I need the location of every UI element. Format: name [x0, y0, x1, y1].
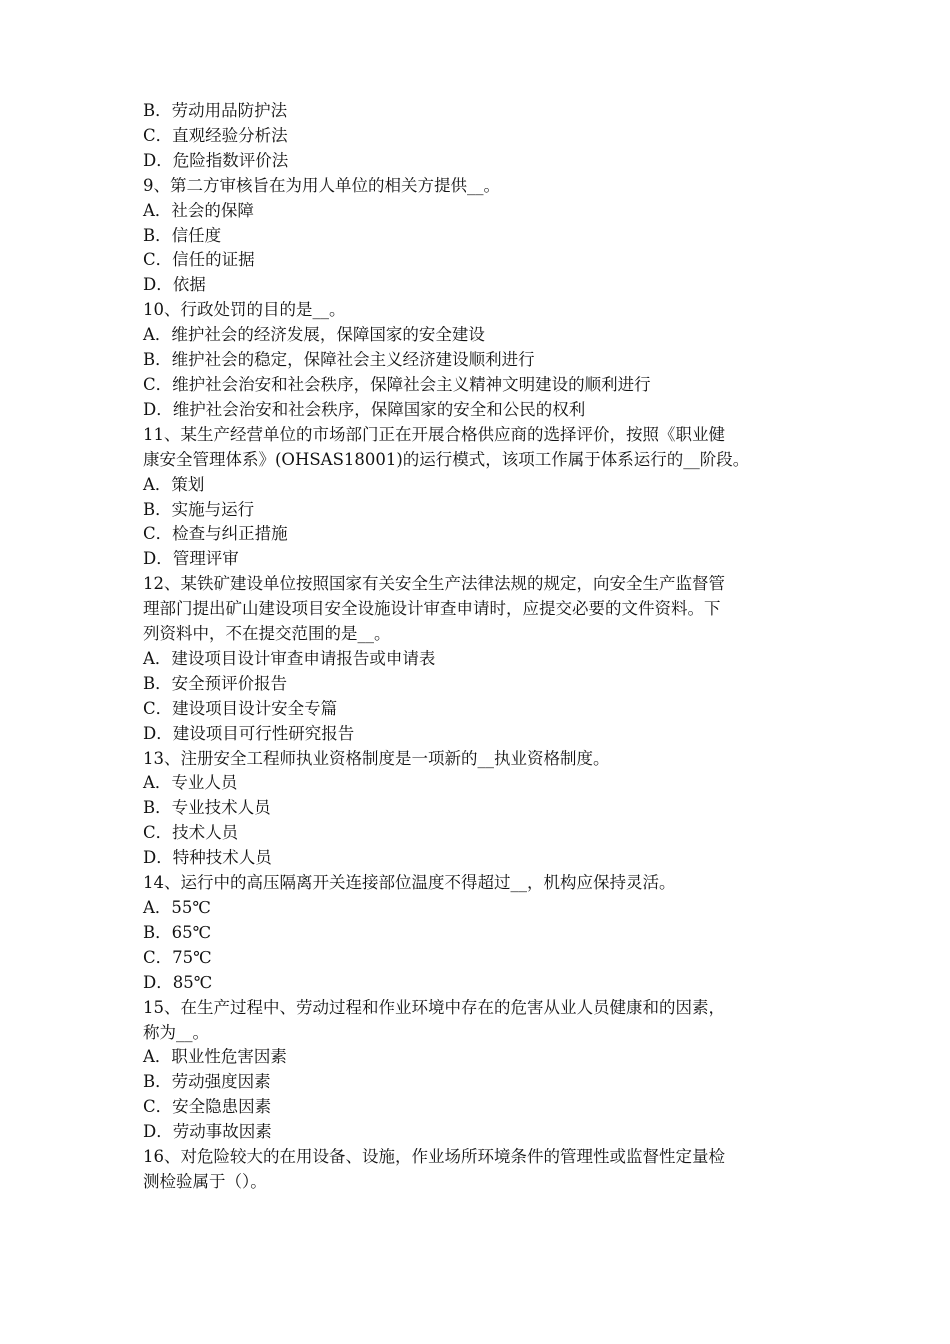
- option-line: C．维护社会治安和社会秩序，保障社会主义精神文明建设的顺利进行: [143, 374, 651, 394]
- question-11: [143, 423, 813, 572]
- question-stem: 13、注册安全工程师执业资格制度是一项新的__执业资格制度。: [143, 748, 610, 768]
- question-10: [143, 298, 813, 423]
- option-line: A．55℃: [143, 898, 211, 917]
- option-line: B．维护社会的稳定，保障社会主义经济建设顺利进行: [143, 350, 535, 370]
- question-16: [143, 1145, 813, 1195]
- option-line: A．策划: [143, 474, 205, 494]
- option-line: B．劳动用品防护法: [143, 101, 288, 120]
- question-13: [143, 747, 813, 872]
- option-line: D．依据: [143, 275, 206, 295]
- question-stem: 称为__。: [143, 1022, 209, 1042]
- option-line: B．实施与运行: [143, 499, 255, 519]
- option-line: B．65℃: [143, 922, 212, 942]
- option-line: D．建设项目可行性研究报告: [143, 723, 355, 743]
- option-line: C．检查与纠正措施: [143, 524, 288, 544]
- option-line: D．维护社会治安和社会秩序，保障国家的安全和公民的权利: [143, 399, 586, 419]
- document-body: [143, 99, 813, 1195]
- question-12: [143, 572, 813, 746]
- option-line: B．劳动强度因素: [143, 1072, 271, 1092]
- option-line: C．建设项目设计安全专篇: [143, 698, 338, 718]
- question-stem: 列资料中，不在提交范围的是__。: [143, 624, 391, 644]
- question-stem: 11、某生产经营单位的市场部门正在开展合格供应商的选择评价，按照《职业健: [143, 424, 725, 444]
- question-15: [143, 996, 813, 1145]
- option-line: A．社会的保障: [143, 200, 254, 220]
- option-line: D．劳动事故因素: [143, 1122, 272, 1142]
- option-line: B．信任度: [143, 225, 222, 245]
- option-line: D．危险指数评价法: [143, 150, 289, 170]
- option-line: D．85℃: [143, 972, 213, 992]
- option-line: A．专业人员: [143, 773, 238, 793]
- option-line: A．维护社会的经济发展，保障国家的安全建设: [143, 325, 485, 345]
- option-line: C．信任的证据: [143, 250, 255, 270]
- option-line: A．建设项目设计审查申请报告或申请表: [143, 648, 436, 668]
- question-stem: 康安全管理体系》(OHSAS18001)的运行模式，该项工作属于体系运行的__阶段。: [143, 449, 750, 469]
- question-9: [143, 174, 813, 299]
- question-stem: 14、运行中的高压隔离开关连接部位温度不得超过__，机构应保持灵活。: [143, 873, 676, 893]
- question-14: [143, 871, 813, 996]
- question-stem: 16、对危险较大的在用设备、设施，作业场所环境条件的管理性或监督性定量检: [143, 1147, 725, 1167]
- leading-options: [143, 99, 813, 174]
- option-line: B．专业技术人员: [143, 798, 271, 818]
- option-line: D．特种技术人员: [143, 848, 272, 868]
- option-line: A．职业性危害因素: [143, 1047, 287, 1067]
- option-line: B．安全预评价报告: [143, 673, 288, 693]
- option-line: C．直观经验分析法: [143, 125, 288, 145]
- option-line: C．技术人员: [143, 823, 239, 843]
- question-stem: 15、在生产过程中、劳动过程和作业环境中存在的危害从业人员健康和的因素，: [143, 997, 725, 1017]
- question-stem: 9、第二方审核旨在为用人单位的相关方提供__。: [143, 175, 500, 195]
- question-stem: 12、某铁矿建设单位按照国家有关安全生产法律法规的规定，向安全生产监督管: [143, 574, 725, 594]
- option-line: C．75℃: [143, 947, 212, 967]
- option-line: C．安全隐患因素: [143, 1097, 272, 1117]
- question-stem: 10、行政处罚的目的是__。: [143, 300, 346, 320]
- question-stem: 理部门提出矿山建设项目安全设施设计审查申请时，应提交必要的文件资料。下: [143, 599, 721, 619]
- option-line: D．管理评审: [143, 549, 239, 569]
- question-stem: 测检验属于（）。: [143, 1171, 267, 1191]
